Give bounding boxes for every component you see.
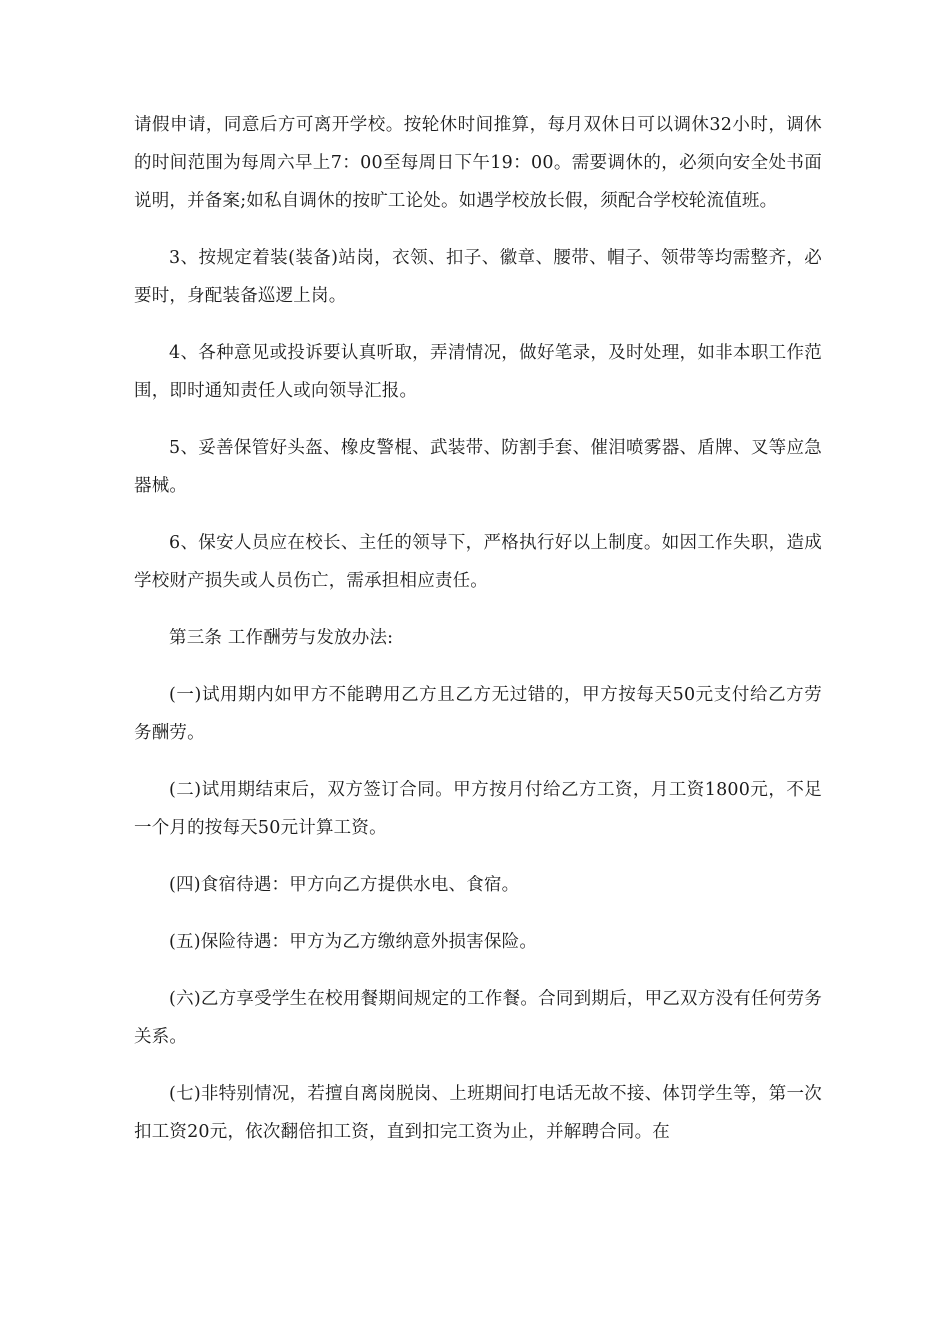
paragraph: 5、妥善保管好头盔、橡皮警棍、武装带、防割手套、催泪喷雾器、盾牌、叉等应急器械。 [134,438,822,496]
paragraph: (七)非特别情况，若擅自离岗脱岗、上班期间打电话无故不接、体罚学生等，第一次扣工资20元，依次翻倍扣工资，直到扣完工资为止，并解聘合同。在 [134,1084,822,1142]
paragraph: 4、各种意见或投诉要认真听取，弄清情况，做好笔录，及时处理，如非本职工作范围，即时通知责任人或向领导汇报。 [134,343,822,401]
paragraph: 请假申请，同意后方可离开学校。按轮休时间推算，每月双休日可以调休32小时，调休的时间范围为每周六早上7：00至每周日下午19：00。需要调休的，必须向安全处书面说明，并备案;如私自调休的按旷工论处。如遇学校放长假，须配合学校轮流值班。 [134,115,822,211]
paragraph: 3、按规定着装(装备)站岗，衣领、扣子、徽章、腰带、帽子、领带等均需整齐，必要时，身配装备巡逻上岗。 [134,248,822,306]
paragraph: (六)乙方享受学生在校用餐期间规定的工作餐。合同到期后，甲乙双方没有任何劳务关系。 [134,989,822,1047]
document-body [134,106,822,1170]
paragraph: (一)试用期内如甲方不能聘用乙方且乙方无过错的，甲方按每天50元支付给乙方劳务酬劳。 [134,685,822,743]
paragraph: (四)食宿待遇：甲方向乙方提供水电、食宿。 [169,875,520,895]
paragraph: (五)保险待遇：甲方为乙方缴纳意外损害保险。 [169,932,538,952]
paragraph: 6、保安人员应在校长、主任的领导下，严格执行好以上制度。如因工作失职，造成学校财产损失或人员伤亡，需承担相应责任。 [134,533,822,591]
paragraph: (二)试用期结束后，双方签订合同。甲方按月付给乙方工资，月工资1800元，不足一个月的按每天50元计算工资。 [134,780,822,838]
section-heading: 第三条 工作酬劳与发放办法: [169,628,394,648]
